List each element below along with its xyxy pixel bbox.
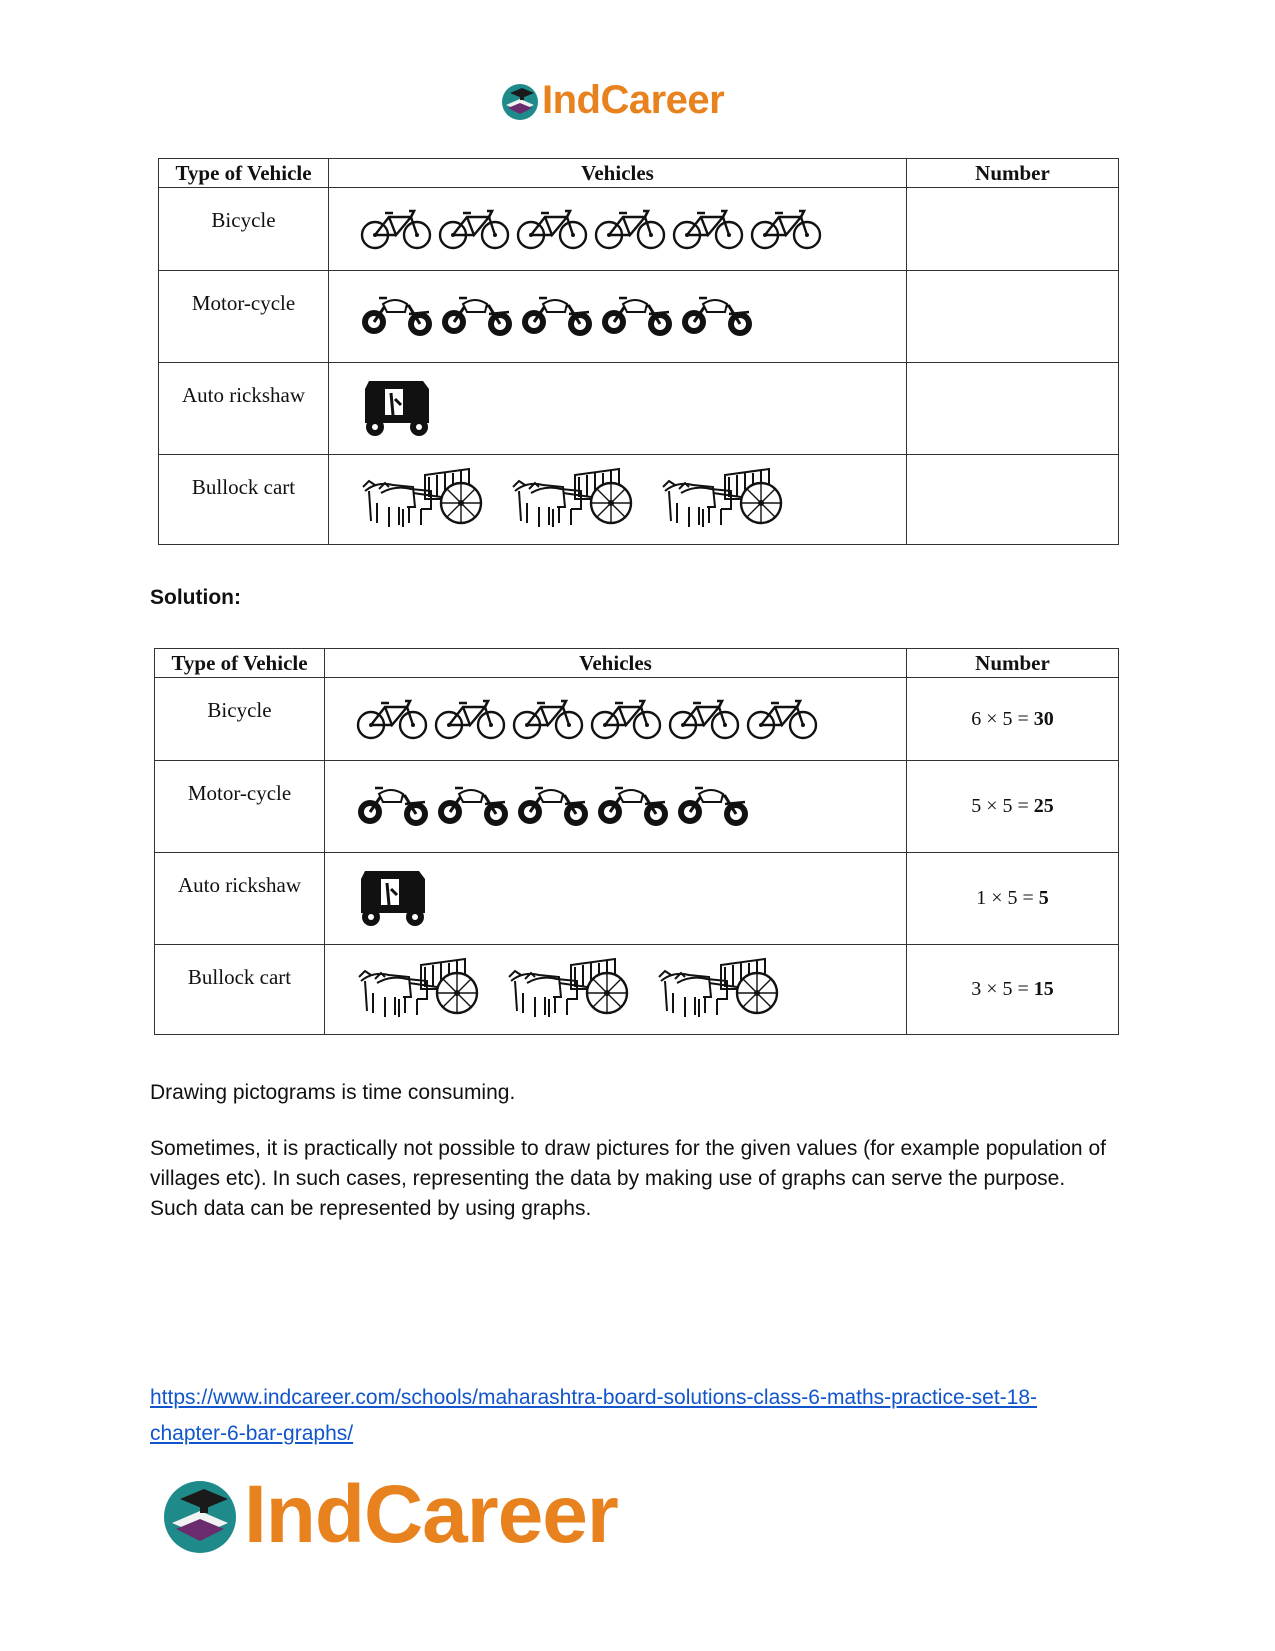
- header-vehicles: Vehicles: [325, 649, 907, 678]
- header-vehicles: Vehicles: [329, 159, 907, 188]
- bicycle-icon: [359, 203, 433, 256]
- bicycle-icon: [355, 693, 429, 746]
- bullock-cart-icon: [359, 463, 487, 536]
- table-row: [155, 678, 1119, 761]
- bullock-cart-icons: [355, 953, 906, 1026]
- header-number: Number: [907, 649, 1119, 678]
- row-type-auto-rickshaw: Auto rickshaw: [155, 853, 325, 945]
- bicycle-icon: [671, 203, 745, 256]
- bicycle-icons: [355, 693, 906, 746]
- row-number-empty: [907, 188, 1119, 271]
- bicycle-icon: [433, 693, 507, 746]
- number-result: 5: [1038, 887, 1049, 909]
- row-number-empty: [907, 455, 1119, 545]
- number-result: 15: [1033, 978, 1054, 1000]
- header-logo: [500, 78, 724, 123]
- paragraph-2: Sometimes, it is practically not possible to draw pictures for the given values (for example population of villages etc). In such cases, representing the data by making use of graphs can serve the purpose. Such data can be represented by using graphs.: [150, 1137, 1106, 1220]
- motorcycle-icon: [355, 780, 431, 833]
- row-number-empty: [907, 271, 1119, 363]
- motorcycle-icon: [675, 780, 751, 833]
- bicycle-icon: [437, 203, 511, 256]
- bicycle-icon: [515, 203, 589, 256]
- row-type-bicycle: Bicycle: [155, 678, 325, 761]
- header-number: Number: [907, 159, 1119, 188]
- number-result: 25: [1033, 795, 1054, 817]
- number-result: 30: [1033, 707, 1054, 730]
- motorcycle-icons: [355, 780, 906, 833]
- motorcycle-icon: [519, 290, 595, 343]
- bullock-cart-icon: [355, 953, 483, 1026]
- number-expression: 1 × 5 =: [976, 887, 1039, 909]
- bicycle-icon: [749, 203, 823, 256]
- source-link[interactable]: [150, 1380, 1130, 1452]
- bicycle-icon: [667, 693, 741, 746]
- motorcycle-icon: [439, 290, 515, 343]
- table-row: [159, 271, 1119, 363]
- bicycle-icon: [589, 693, 663, 746]
- logo-text: IndCareer: [244, 1469, 618, 1560]
- header-type: Type of Vehicle: [155, 649, 325, 678]
- graduation-book-icon: [500, 81, 540, 121]
- question-pictogram-table: [158, 158, 1119, 545]
- motorcycle-icon: [435, 780, 511, 833]
- bullock-cart-icon: [659, 463, 787, 536]
- paragraph-1: Drawing pictograms is time consuming.: [150, 1081, 516, 1104]
- source-link-line1[interactable]: https://www.indcareer.com/schools/maharashtra-board-solutions-class-6-maths-practice-set-18-: [150, 1386, 1038, 1409]
- footer-logo: [160, 1468, 618, 1562]
- table-row: [155, 853, 1119, 945]
- table-row: [159, 188, 1119, 271]
- motorcycle-icon: [359, 290, 435, 343]
- row-number-motorcycle: [907, 761, 1119, 853]
- bicycle-icons: [359, 203, 906, 256]
- auto-rickshaw-icon: [359, 375, 437, 442]
- solution-pictogram-table: [154, 648, 1119, 1035]
- source-link-line2[interactable]: chapter-6-bar-graphs/: [150, 1422, 354, 1445]
- table-row: [159, 363, 1119, 455]
- motorcycle-icons: [359, 290, 906, 343]
- row-type-motorcycle: Motor-cycle: [159, 271, 329, 363]
- row-number-auto-rickshaw: [907, 853, 1119, 945]
- row-type-auto-rickshaw: Auto rickshaw: [159, 363, 329, 455]
- bicycle-icon: [511, 693, 585, 746]
- table-header-row: [155, 649, 1119, 678]
- row-number-bullock-cart: [907, 945, 1119, 1035]
- row-number-empty: [907, 363, 1119, 455]
- table-header-row: [159, 159, 1119, 188]
- row-type-bicycle: Bicycle: [159, 188, 329, 271]
- row-number-bicycle: [907, 678, 1119, 761]
- logo-text: IndCareer: [542, 78, 725, 122]
- row-type-bullock-cart: Bullock cart: [159, 455, 329, 545]
- row-type-bullock-cart: Bullock cart: [155, 945, 325, 1035]
- bicycle-icon: [745, 693, 819, 746]
- motorcycle-icon: [599, 290, 675, 343]
- bullock-cart-icon: [655, 953, 783, 1026]
- table-row: [155, 945, 1119, 1035]
- number-expression: 5 × 5 =: [971, 795, 1034, 817]
- auto-rickshaw-icon: [355, 865, 433, 932]
- motorcycle-icon: [515, 780, 591, 833]
- table-row: [159, 455, 1119, 545]
- motorcycle-icon: [679, 290, 755, 343]
- table-row: [155, 761, 1119, 853]
- bullock-cart-icon: [509, 463, 637, 536]
- bullock-cart-icon: [505, 953, 633, 1026]
- motorcycle-icon: [595, 780, 671, 833]
- rickshaw-icons: [359, 375, 906, 442]
- bullock-cart-icons: [359, 463, 906, 536]
- solution-heading: Solution:: [150, 586, 241, 609]
- number-expression: 6 × 5 =: [971, 707, 1034, 730]
- bicycle-icon: [593, 203, 667, 256]
- graduation-book-icon: [160, 1475, 240, 1555]
- number-expression: 3 × 5 =: [971, 978, 1034, 1000]
- row-type-motorcycle: Motor-cycle: [155, 761, 325, 853]
- rickshaw-icons: [355, 865, 906, 932]
- header-type: Type of Vehicle: [159, 159, 329, 188]
